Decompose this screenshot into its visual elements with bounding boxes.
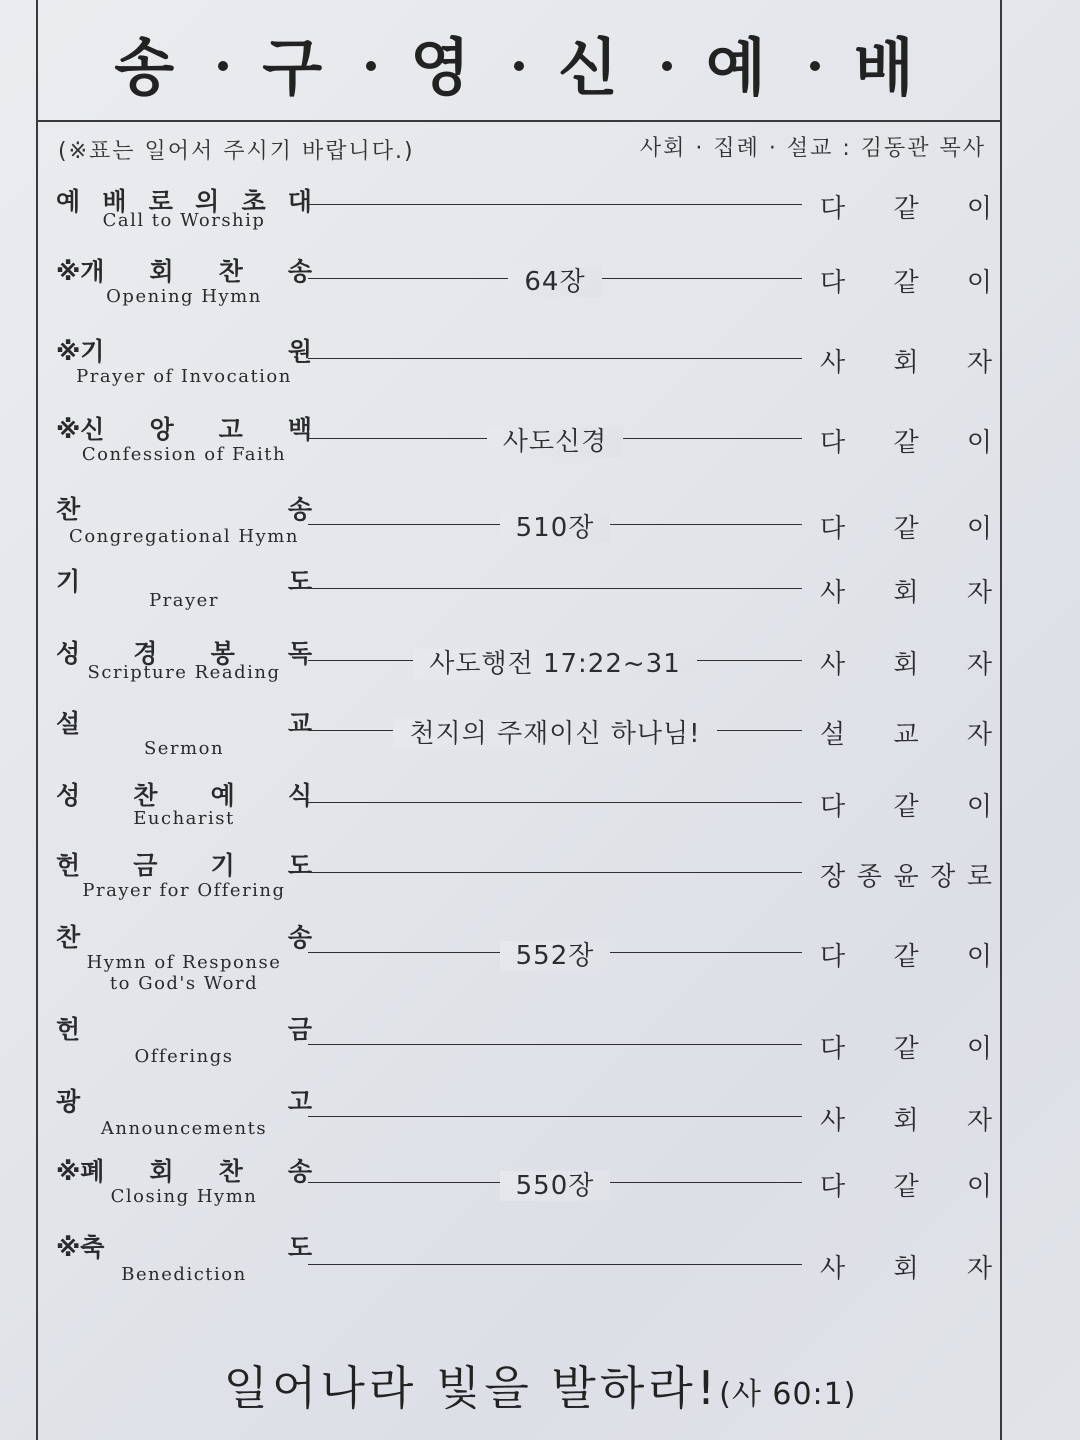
leader-char: 설 (820, 720, 846, 750)
korean-title-char: 성 (56, 781, 81, 810)
leader-char: 이 (966, 268, 992, 298)
item-english-title (56, 880, 312, 901)
korean-title-char: ※폐 (56, 1157, 105, 1186)
program-item (40, 1082, 1000, 1152)
verse-text: 일어나라 빛을 발하라! (223, 1361, 720, 1415)
korean-title-char: 금 (287, 1015, 312, 1044)
leader-char: 사 (820, 348, 846, 378)
korean-title-char: ※기 (56, 337, 105, 366)
korean-title-char: ※축 (56, 1233, 105, 1262)
item-korean-title (56, 1010, 312, 1046)
leader-char: 같 (893, 1172, 919, 1202)
leader-char: 사 (820, 650, 846, 680)
leader-char: 이 (966, 514, 992, 544)
korean-title-char: 독 (287, 639, 312, 668)
korean-title-char: 송 (287, 1157, 312, 1186)
korean-title-char: 헌 (56, 1015, 81, 1044)
english-title-line: Prayer (149, 590, 219, 611)
korean-title-char: 찬 (218, 257, 243, 286)
korean-title-char: 교 (287, 709, 312, 738)
item-detail (308, 507, 802, 544)
program-item (40, 332, 1000, 402)
item-detail-text: 사도신경 (487, 427, 623, 457)
korean-title-char: 설 (56, 709, 81, 738)
leader-char: 다 (820, 514, 846, 544)
english-title-line: Opening Hymn (106, 286, 262, 307)
item-leader (820, 856, 992, 893)
title-char: 구 (262, 31, 333, 104)
program-item (40, 704, 1000, 774)
leader-char: 다 (820, 194, 846, 224)
korean-title-char: 앙 (149, 415, 174, 444)
title-char: 예 (705, 31, 776, 104)
item-korean-title (56, 704, 312, 740)
leader-char: 사 (820, 1254, 846, 1284)
leader-char: 장 (930, 862, 956, 892)
english-title-line: Closing Hymn (110, 1186, 258, 1207)
leader-char: 이 (966, 792, 992, 822)
korean-title-char: 백 (287, 415, 312, 444)
english-title-line: Eucharist (133, 808, 235, 829)
title-dot-icon (662, 61, 672, 71)
item-english-title (56, 444, 312, 465)
korean-title-char: 초 (241, 187, 266, 216)
korean-title-char: 도 (287, 1233, 312, 1262)
item-leader (820, 786, 992, 823)
title-dot-icon (366, 61, 376, 71)
standing-note: (※표는 일어서 주시기 바랍니다.) (58, 139, 415, 164)
program-item (40, 846, 1000, 916)
item-leader (820, 936, 992, 973)
item-english-title (56, 526, 312, 547)
leader-char: 다 (820, 428, 846, 458)
leader-char: 자 (966, 1106, 992, 1136)
program-item (40, 182, 1000, 252)
item-korean-title (56, 1152, 312, 1188)
leader-char: 자 (966, 578, 992, 608)
item-leader (820, 1028, 992, 1065)
title-char: 배 (853, 31, 924, 104)
leader-char: 교 (893, 720, 919, 750)
title-dot-icon (810, 61, 820, 71)
korean-title-char: 찬 (133, 781, 158, 810)
korean-title-char: 회 (149, 257, 174, 286)
program-item (40, 410, 1000, 480)
item-english-title (56, 808, 312, 829)
leader-char: 같 (893, 268, 919, 298)
item-english-title (56, 1118, 312, 1139)
closing-verse (0, 1352, 1080, 1418)
item-leader (820, 508, 992, 545)
item-detail (308, 1165, 802, 1202)
program-item (40, 252, 1000, 322)
korean-title-char: 헌 (56, 851, 81, 880)
item-korean-title (56, 1228, 312, 1264)
korean-title-char: 송 (287, 257, 312, 286)
leader-line (308, 204, 802, 205)
item-detail-text: 천지의 주재이신 하나님! (393, 719, 716, 749)
item-leader (820, 342, 992, 379)
item-detail-text: 510장 (500, 513, 611, 543)
item-korean-title (56, 252, 312, 288)
english-title-line: Prayer of Invocation (76, 366, 292, 387)
program-item (40, 918, 1000, 994)
korean-title-char: 광 (56, 1087, 81, 1116)
leader-char: 다 (820, 1034, 846, 1064)
item-detail-text: 사도행전 17:22~31 (413, 649, 697, 679)
leader-char: 같 (893, 792, 919, 822)
leader-char: 다 (820, 1172, 846, 1202)
korean-title-char: 금 (133, 851, 158, 880)
korean-title-char: 송 (287, 495, 312, 524)
program-item (40, 490, 1000, 560)
english-title-line: Call to Worship (102, 210, 266, 231)
english-title-line: Benediction (121, 1264, 247, 1285)
title-char: 신 (558, 31, 628, 104)
item-english-title (56, 952, 312, 994)
item-detail (308, 421, 802, 458)
leader-char: 같 (893, 194, 919, 224)
korean-title-char: 식 (287, 781, 312, 810)
leader-char: 로 (966, 862, 992, 892)
page-title (36, 18, 1002, 107)
leader-char: 다 (820, 942, 846, 972)
leader-char: 자 (966, 348, 992, 378)
item-korean-title (56, 1082, 312, 1118)
korean-title-char: 예 (210, 781, 235, 810)
leader-char: 이 (966, 1172, 992, 1202)
leader-char: 다 (820, 268, 846, 298)
item-leader (820, 1248, 992, 1285)
korean-title-char: ※신 (56, 415, 105, 444)
korean-title-char: 도 (287, 851, 312, 880)
title-dot-icon (514, 61, 524, 71)
korean-title-char: 로 (148, 187, 173, 216)
item-detail-text: 64장 (508, 267, 601, 297)
leader-char: 회 (893, 650, 919, 680)
item-korean-title (56, 410, 312, 446)
item-english-title (56, 662, 312, 683)
item-korean-title (56, 490, 312, 526)
officiant-line: 사회 · 집례 · 설교 : 김동관 목사 (639, 136, 986, 161)
leader-char: 종 (856, 862, 882, 892)
english-title-line: Sermon (143, 738, 225, 759)
item-english-title (56, 366, 312, 387)
item-detail (308, 261, 802, 298)
english-title-line: Confession of Faith (81, 444, 287, 465)
korean-title-char: 찬 (56, 923, 81, 952)
english-title-line: Prayer for Offering (82, 880, 286, 901)
item-detail-text: 552장 (500, 941, 611, 971)
item-korean-title (56, 846, 312, 882)
korean-title-char: 회 (149, 1157, 174, 1186)
korean-title-char: 예 (56, 187, 81, 216)
korean-title-char: 송 (287, 923, 312, 952)
korean-title-char: 고 (218, 415, 243, 444)
item-english-title (56, 286, 312, 307)
leader-char: 회 (893, 348, 919, 378)
item-leader (820, 188, 992, 225)
program-item (40, 1152, 1000, 1222)
item-detail-text: 550장 (500, 1171, 611, 1201)
program-item (40, 1010, 1000, 1080)
leader-char: 자 (966, 1254, 992, 1284)
english-title-line: Congregational Hymn (69, 526, 299, 547)
item-english-title (56, 738, 312, 759)
title-dot-icon (218, 61, 228, 71)
english-title-line: to God's Word (109, 973, 259, 994)
item-detail (308, 643, 802, 680)
english-title-line: Hymn of Response (86, 952, 282, 973)
leader-char: 사 (820, 578, 846, 608)
korean-title-char: 배 (102, 187, 127, 216)
leader-char: 회 (893, 578, 919, 608)
leader-line (308, 358, 802, 359)
title-box (36, 0, 1002, 122)
item-leader (820, 1100, 992, 1137)
item-korean-title (56, 776, 312, 812)
leader-line (308, 872, 802, 873)
leader-line (308, 1116, 802, 1117)
leader-char: 윤 (893, 862, 919, 892)
item-english-title (56, 590, 312, 611)
english-title-line: Scripture Reading (87, 662, 281, 683)
korean-title-char: 기 (210, 851, 235, 880)
leader-char: 이 (966, 428, 992, 458)
program-item (40, 776, 1000, 846)
korean-title-char: 대 (287, 187, 312, 216)
korean-title-char: 도 (287, 567, 312, 596)
leader-char: 이 (966, 1034, 992, 1064)
item-korean-title (56, 332, 312, 368)
korean-title-char: 성 (56, 639, 81, 668)
item-korean-title (56, 918, 312, 954)
korean-title-char: 의 (195, 187, 220, 216)
item-leader (820, 1166, 992, 1203)
item-detail (308, 935, 802, 972)
leader-char: 같 (893, 514, 919, 544)
leader-char: 자 (966, 650, 992, 680)
title-char: 송 (114, 31, 185, 104)
item-leader (820, 714, 992, 751)
item-leader (820, 422, 992, 459)
leader-char: 이 (966, 194, 992, 224)
leader-char: 같 (893, 1034, 919, 1064)
leader-char: 회 (893, 1106, 919, 1136)
leader-line (308, 588, 802, 589)
item-english-title (56, 1046, 312, 1067)
leader-char: 이 (966, 942, 992, 972)
korean-title-char: 봉 (210, 639, 235, 668)
korean-title-char: 경 (133, 639, 158, 668)
leader-line (308, 802, 802, 803)
leader-char: 장 (820, 862, 846, 892)
item-leader (820, 262, 992, 299)
leader-char: 회 (893, 1254, 919, 1284)
leader-char: 자 (966, 720, 992, 750)
item-leader (820, 572, 992, 609)
leader-char: 같 (893, 428, 919, 458)
leader-char: 사 (820, 1106, 846, 1136)
item-english-title (56, 210, 312, 231)
english-title-line: Announcements (100, 1118, 268, 1139)
korean-title-char: 기 (56, 567, 81, 596)
korean-title-char: 고 (287, 1087, 312, 1116)
item-leader (820, 644, 992, 681)
program-item (40, 562, 1000, 632)
korean-title-char: ※개 (56, 257, 105, 286)
leader-line (308, 1044, 802, 1045)
leader-char: 같 (893, 942, 919, 972)
korean-title-char: 찬 (56, 495, 81, 524)
verse-reference: (사 60:1) (719, 1377, 857, 1412)
korean-title-char: 찬 (218, 1157, 243, 1186)
leader-line (308, 1264, 802, 1265)
korean-title-char: 원 (287, 337, 312, 366)
item-english-title (56, 1264, 312, 1285)
program-item (40, 1228, 1000, 1298)
english-title-line: Offerings (134, 1046, 234, 1067)
leader-char: 다 (820, 792, 846, 822)
item-english-title (56, 1186, 312, 1207)
program-item (40, 634, 1000, 704)
item-detail (308, 713, 802, 750)
title-char: 영 (410, 31, 480, 104)
